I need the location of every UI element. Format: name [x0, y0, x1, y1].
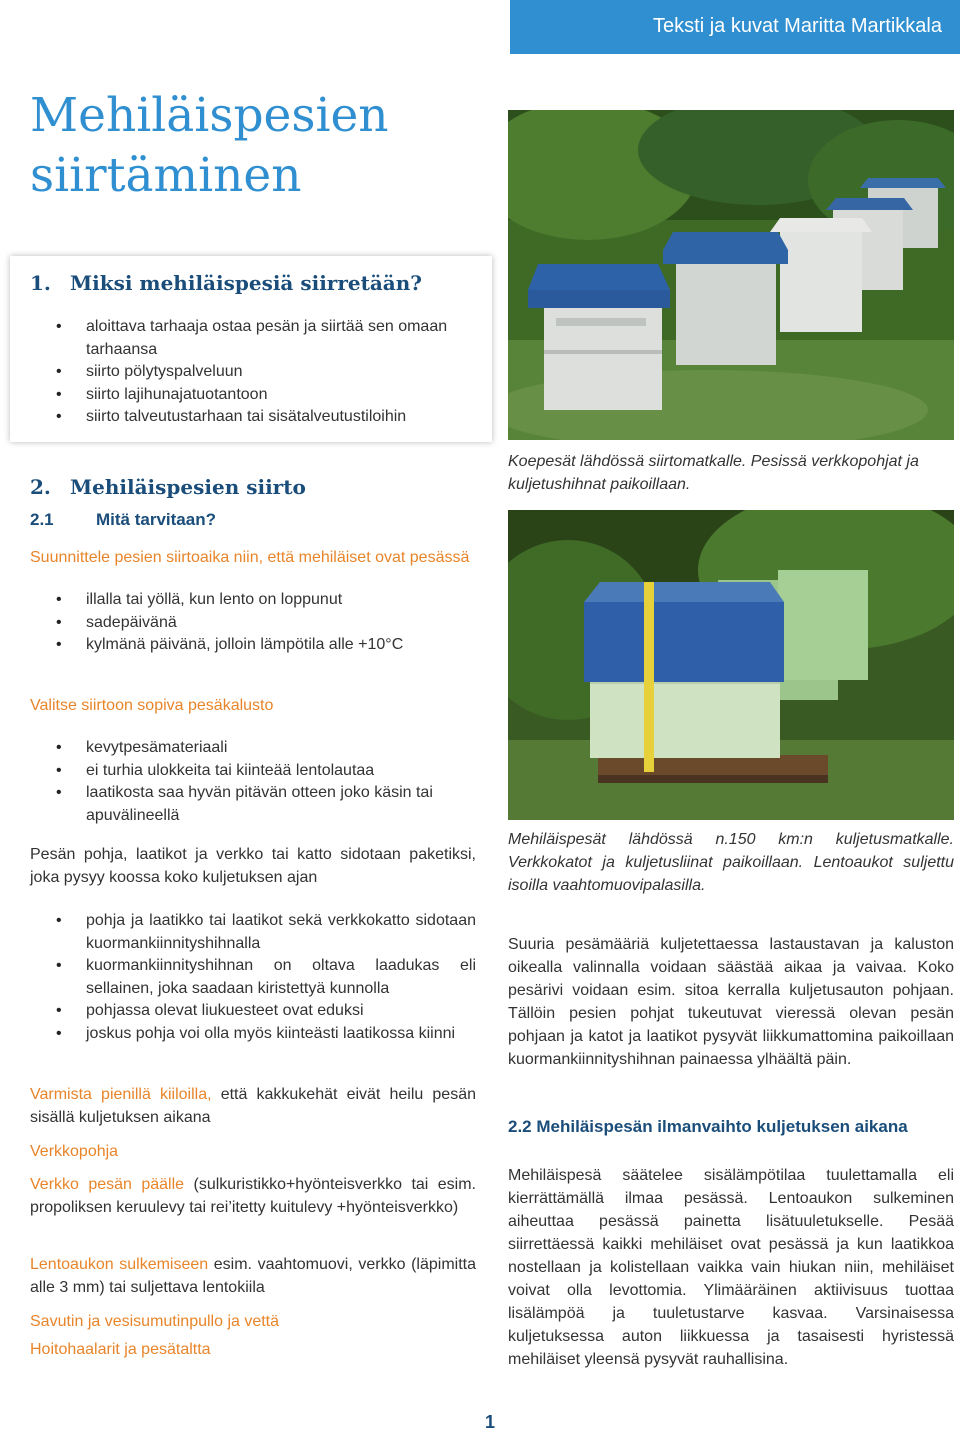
- paragraph-net-top-highlight: Verkko pesän päälle: [30, 1176, 185, 1193]
- paragraph-ventilation: Mehiläispesä säätelee sisälämpötilaa tuulettamalla eli kierrättämällä ilmaa pesässä. Lentoaukon sulkeminen aiheuttaa pesässä painetta lisätuuletukselle. Pesää siirrettäessä kaikki mehiläiset ovat pesässä ja kun laatikkoa nostellaan ja kolistellaan vaikka vain hiukan niin, mehiläiset voivat olla levottomia. Ylimääräinen aktiivisuus tuottaa lisälämpöä ja tuuletustarve kasvaa. Varsinaisessa kuljetuksessa auton liikkuessa ja tasaisesti hyristessä mehiläiset yleensä pysyvät rauhallisina.: [508, 1167, 954, 1368]
- paragraph-net-top-text: (sulkuristikko+hyönteisverkko tai esim. propoliksen keruulevy tai rei’itetty kuitulevy +hyönteisverkko): [30, 1176, 477, 1216]
- section-1-title: Miksi mehiläispesiä siirretään?: [70, 271, 423, 295]
- subsection-2-1-heading: [30, 510, 476, 530]
- caption-hives-transport: Mehiläispesät lähdössä n.150 km:n kuljetusmatkalle. Verkkokatot ja kuljetusliinat paikoillaan. Lentoaukot suljettu isoilla vaahtomuovipalasilla.: [508, 831, 954, 894]
- list-item: • kevytpesämateriaali: [30, 737, 476, 760]
- paragraph-wedges-text: että kakkukehät eivät heilu pesän sisällä kuljetuksen aikana: [30, 1086, 477, 1126]
- subsection-2-2-title: Mehiläispesän ilmanvaihto kuljetuksen aikana: [536, 1117, 908, 1136]
- paragraph-net-bottom: [30, 1140, 476, 1163]
- list-item: • illalla tai yöllä, kun lento on loppunut: [30, 589, 476, 612]
- paragraph-wedges-highlight: Varmista pienillä kiiloilla,: [30, 1086, 212, 1103]
- header-credit-bar: [510, 0, 960, 54]
- lead-timing: Suunnittele pesien siirtoaika niin, että mehiläiset ovat pesässä: [30, 549, 470, 566]
- title-line-2: siirtäminen: [30, 148, 302, 203]
- paragraph-smoker: [30, 1310, 476, 1333]
- paragraph-net-top: [30, 1173, 476, 1219]
- photo-test-hives: [508, 110, 954, 440]
- paragraph-entrance-text: esim. vaahtomuovi, verkko (läpimitta alle 3 mm) tai suljettava lentokiila: [30, 1256, 476, 1296]
- list-item: • kuormankiinnityshihnan on oltava laadukas eli sellainen, joka saadaan kiristettyä kunnolla: [30, 955, 476, 1000]
- block-equipment: [30, 694, 476, 827]
- paragraph-net-bottom-highlight: Verkkopohja: [30, 1143, 119, 1160]
- header-credit: Teksti ja kuvat Maritta Martikkala: [653, 15, 942, 37]
- list-item: • siirto talveutustarhaan tai sisätalveutustiloihin: [30, 406, 472, 429]
- paragraph-overalls: [30, 1338, 476, 1361]
- list-item: • siirto lajihunajatuotantoon: [30, 384, 472, 407]
- paragraph-smoker-highlight: Savutin ja vesisumutinpullo ja vettä: [30, 1313, 280, 1330]
- section-2-heading: [30, 474, 476, 500]
- section-1-heading: [30, 270, 472, 296]
- subsection-2-2-heading: [508, 1117, 954, 1137]
- subsection-2-1-title: Mitä tarvitaan?: [96, 510, 216, 529]
- list-item: • pohjassa olevat liukuesteet ovat eduksi: [30, 1000, 476, 1023]
- list-item: • ei turhia ulokkeita tai kiinteää lentolautaa: [30, 760, 476, 783]
- block-timing: [30, 546, 476, 657]
- section-1-list: [30, 316, 472, 429]
- page-number: 1: [484, 1412, 495, 1432]
- subsection-2-2-number: 2.2: [508, 1117, 532, 1136]
- list-equipment: [30, 737, 476, 827]
- subsection-2-1-number: 2.1: [30, 510, 54, 529]
- list-item: • pohja ja laatikko tai laatikot sekä verkkokatto sidotaan kuormankiinnityshihnalla: [30, 910, 476, 955]
- block-packaging: [30, 843, 476, 1045]
- paragraph-wedges: [30, 1083, 476, 1129]
- list-timing: [30, 589, 476, 657]
- lead-equipment: Valitse siirtoon sopiva pesäkalusto: [30, 697, 274, 714]
- caption-test-hives: Koepesät lähdössä siirtomatkalle. Pesissä verkkopohjat ja kuljetushihnat paikoillaan.: [508, 453, 919, 493]
- section-2-number: 2.: [30, 475, 51, 499]
- list-packaging: [30, 910, 476, 1045]
- list-item: • aloittava tarhaaja ostaa pesän ja siirtää sen omaan tarhaansa: [30, 316, 472, 361]
- paragraph-large-transport: Suuria pesämääriä kuljetettaessa lastaustavan ja kaluston oikealla valinnalla voidaan säästää aikaa ja vaivaa. Koko pesärivi voidaan esim. sitoa kerralla kuljetusauton pohjaan. Tällöin pesien pohjat tukeutuvat vieressä olevan pesän pohjaan ja katot ja laatikot pysyvät liikkumattomina paikoillaan kuormankiinnityshihnan painaessa ylhäältä päin.: [508, 936, 954, 1068]
- paragraph-entrance-highlight: Lentoaukon sulkemiseen: [30, 1256, 209, 1273]
- list-item: • siirto pölytyspalveluun: [30, 361, 472, 384]
- list-item: • kylmänä päivänä, jolloin lämpötila alle +10°C: [30, 634, 476, 657]
- section-1-box: [10, 256, 492, 442]
- paragraph-entrance: [30, 1253, 476, 1299]
- list-item: • laatikosta saa hyvän pitävän otteen joko käsin tai apuvälineellä: [30, 782, 476, 827]
- list-item: • sadepäivänä: [30, 612, 476, 635]
- page-title: [30, 86, 490, 206]
- list-item: • joskus pohja voi olla myös kiinteästi laatikossa kiinni: [30, 1023, 476, 1046]
- lead-packaging: Pesän pohja, laatikot ja verkko tai katto sidotaan paketiksi, joka pysyy koossa koko kuljetuksen ajan: [30, 846, 476, 886]
- photo-hives-transport: [508, 510, 954, 820]
- section-2-title: Mehiläispesien siirto: [70, 475, 306, 499]
- paragraph-overalls-highlight: Hoitohaalarit ja pesätaltta: [30, 1341, 211, 1358]
- title-line-1: Mehiläispesien: [30, 88, 389, 143]
- section-1-number: 1.: [30, 271, 51, 295]
